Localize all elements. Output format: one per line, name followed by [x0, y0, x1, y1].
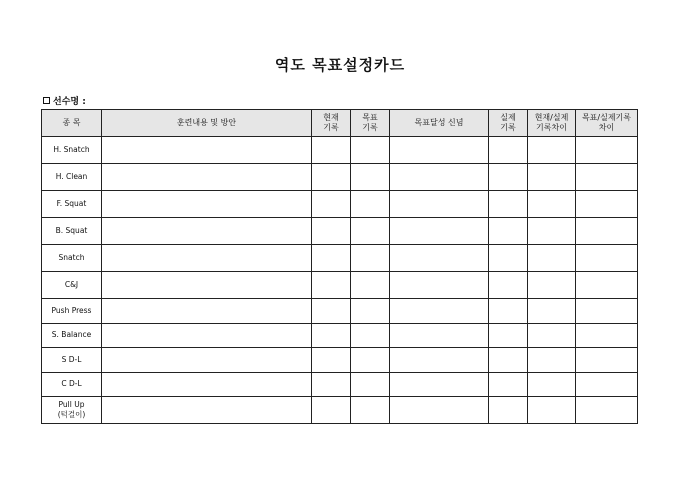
entry-cell[interactable] — [390, 372, 489, 397]
header-goal-actual-diff: 목표/실제기록 차이 — [576, 110, 638, 137]
entry-cell[interactable] — [312, 164, 351, 191]
entry-cell[interactable] — [528, 218, 576, 245]
entry-cell[interactable] — [102, 299, 312, 324]
header-event: 종 목 — [42, 110, 102, 137]
entry-cell[interactable] — [528, 348, 576, 373]
entry-cell[interactable] — [528, 372, 576, 397]
entry-cell[interactable] — [351, 191, 390, 218]
entry-cell[interactable] — [102, 323, 312, 348]
entry-cell[interactable] — [312, 191, 351, 218]
entry-cell[interactable] — [390, 272, 489, 299]
entry-cell[interactable] — [489, 191, 528, 218]
header-goal-belief: 목표달성 신념 — [390, 110, 489, 137]
entry-cell[interactable] — [351, 245, 390, 272]
entry-cell[interactable] — [102, 245, 312, 272]
entry-cell[interactable] — [576, 372, 638, 397]
entry-cell[interactable] — [351, 299, 390, 324]
entry-cell[interactable] — [576, 164, 638, 191]
entry-cell[interactable] — [489, 137, 528, 164]
entry-cell[interactable] — [489, 272, 528, 299]
entry-cell[interactable] — [528, 191, 576, 218]
event-name-cell: F. Squat — [42, 191, 102, 218]
entry-cell[interactable] — [576, 397, 638, 424]
entry-cell[interactable] — [351, 137, 390, 164]
entry-cell[interactable] — [312, 397, 351, 424]
entry-cell[interactable] — [576, 348, 638, 373]
entry-cell[interactable] — [489, 245, 528, 272]
header-current-record: 현재 기록 — [312, 110, 351, 137]
table-row — [42, 137, 638, 164]
entry-cell[interactable] — [576, 137, 638, 164]
header-actual-record: 실제 기록 — [489, 110, 528, 137]
entry-cell[interactable] — [390, 397, 489, 424]
athlete-label-text: 선수명 : — [53, 97, 86, 107]
goal-setting-table — [41, 109, 638, 424]
entry-cell[interactable] — [312, 245, 351, 272]
entry-cell[interactable] — [351, 348, 390, 373]
event-name-cell: C D-L — [42, 372, 102, 397]
entry-cell[interactable] — [312, 218, 351, 245]
entry-cell[interactable] — [489, 299, 528, 324]
entry-cell[interactable] — [489, 372, 528, 397]
entry-cell[interactable] — [576, 218, 638, 245]
entry-cell[interactable] — [489, 164, 528, 191]
entry-cell[interactable] — [528, 164, 576, 191]
entry-cell[interactable] — [576, 245, 638, 272]
event-name-cell: Push Press — [42, 299, 102, 324]
table-row — [42, 164, 638, 191]
entry-cell[interactable] — [102, 137, 312, 164]
entry-cell[interactable] — [390, 323, 489, 348]
table-row — [42, 299, 638, 324]
entry-cell[interactable] — [528, 245, 576, 272]
entry-cell[interactable] — [576, 323, 638, 348]
table-row — [42, 348, 638, 373]
entry-cell[interactable] — [312, 299, 351, 324]
header-goal-record: 목표 기록 — [351, 110, 390, 137]
entry-cell[interactable] — [576, 299, 638, 324]
page-title: 역도 목표설정카드 — [274, 56, 406, 74]
athlete-name-label — [43, 94, 86, 107]
entry-cell[interactable] — [102, 164, 312, 191]
entry-cell[interactable] — [312, 137, 351, 164]
header-current-actual-diff: 현재/실제 기록차이 — [528, 110, 576, 137]
entry-cell[interactable] — [528, 397, 576, 424]
event-name-cell: B. Squat — [42, 218, 102, 245]
header-row — [42, 110, 638, 137]
entry-cell[interactable] — [390, 348, 489, 373]
event-name-cell: S D-L — [42, 348, 102, 373]
checkbox-square-icon — [43, 97, 50, 104]
entry-cell[interactable] — [576, 191, 638, 218]
entry-cell[interactable] — [102, 218, 312, 245]
entry-cell[interactable] — [390, 218, 489, 245]
entry-cell[interactable] — [312, 348, 351, 373]
table-row — [42, 218, 638, 245]
entry-cell[interactable] — [351, 218, 390, 245]
entry-cell[interactable] — [528, 272, 576, 299]
entry-cell[interactable] — [312, 372, 351, 397]
entry-cell[interactable] — [351, 164, 390, 191]
entry-cell[interactable] — [351, 272, 390, 299]
entry-cell[interactable] — [312, 272, 351, 299]
table-row — [42, 372, 638, 397]
entry-cell[interactable] — [528, 323, 576, 348]
event-name-cell: Snatch — [42, 245, 102, 272]
event-name-cell: Pull Up (턱걸이) — [42, 397, 102, 424]
entry-cell[interactable] — [576, 272, 638, 299]
table-row — [42, 245, 638, 272]
entry-cell[interactable] — [102, 191, 312, 218]
entry-cell[interactable] — [102, 397, 312, 424]
entry-cell[interactable] — [351, 323, 390, 348]
entry-cell[interactable] — [489, 323, 528, 348]
event-name-cell: S. Balance — [42, 323, 102, 348]
table-row — [42, 397, 638, 424]
entry-cell[interactable] — [312, 323, 351, 348]
table-row — [42, 191, 638, 218]
entry-cell[interactable] — [102, 272, 312, 299]
header-training-plan: 훈련내용 및 방안 — [102, 110, 312, 137]
entry-cell[interactable] — [102, 372, 312, 397]
table-row — [42, 272, 638, 299]
event-name-cell: H. Snatch — [42, 137, 102, 164]
event-name-cell: C&J — [42, 272, 102, 299]
entry-cell[interactable] — [351, 372, 390, 397]
entry-cell[interactable] — [489, 218, 528, 245]
entry-cell[interactable] — [390, 299, 489, 324]
entry-cell[interactable] — [489, 348, 528, 373]
entry-cell[interactable] — [390, 191, 489, 218]
entry-cell[interactable] — [102, 348, 312, 373]
entry-cell[interactable] — [390, 137, 489, 164]
entry-cell[interactable] — [390, 245, 489, 272]
entry-cell[interactable] — [528, 137, 576, 164]
entry-cell[interactable] — [528, 299, 576, 324]
entry-cell[interactable] — [489, 397, 528, 424]
entry-cell[interactable] — [390, 164, 489, 191]
entry-cell[interactable] — [351, 397, 390, 424]
table-row — [42, 323, 638, 348]
event-name-cell: H. Clean — [42, 164, 102, 191]
